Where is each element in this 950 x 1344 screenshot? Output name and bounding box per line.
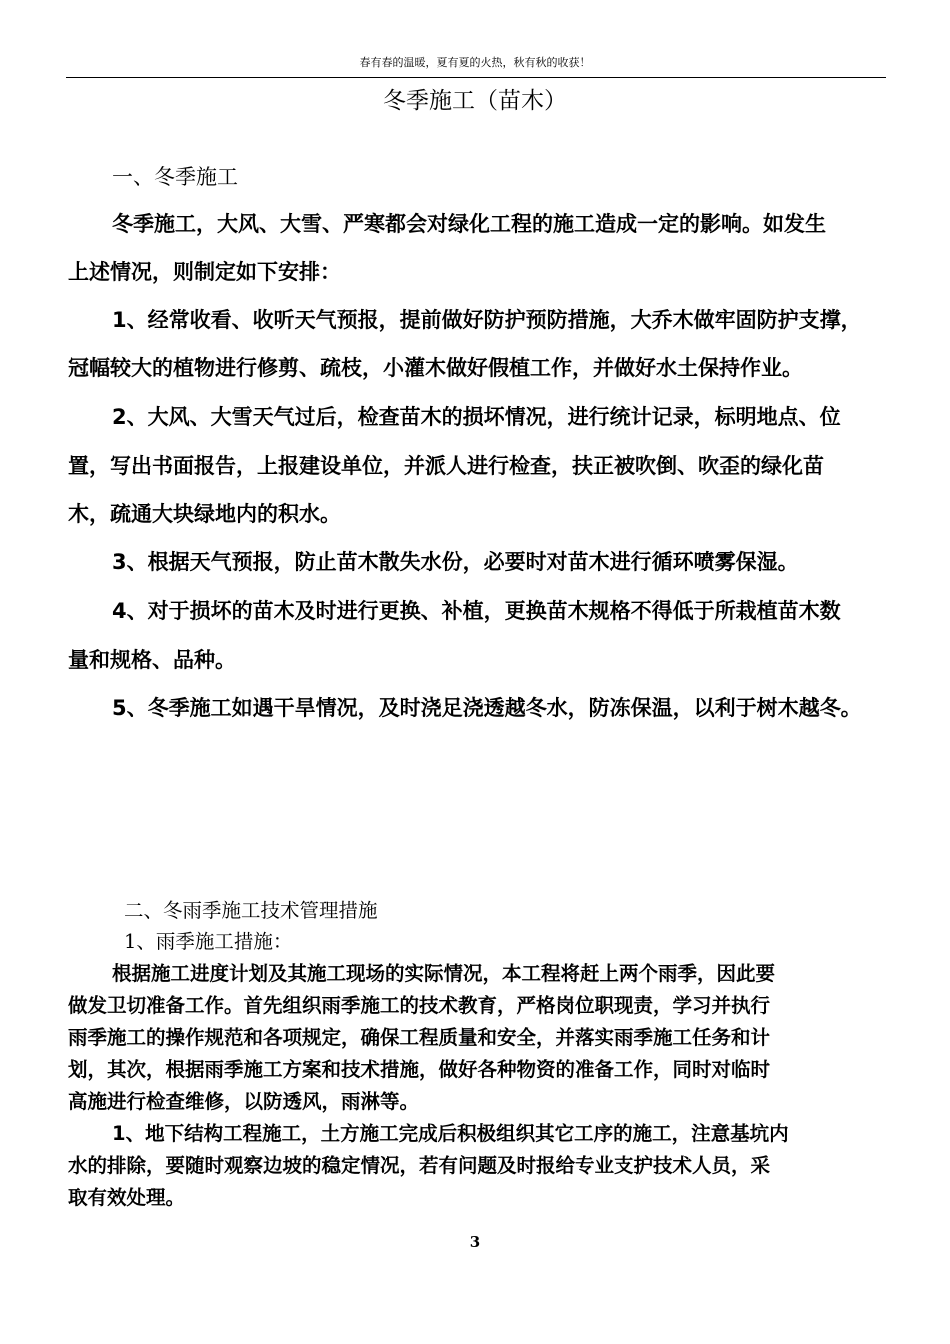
item-4-number: 4 bbox=[112, 599, 127, 623]
item-2-line-3: 木，疏通大块绿地内的积水。 bbox=[68, 501, 341, 526]
rain-para-line-5: 高施进行检查维修，以防透风，雨淋等。 bbox=[68, 1090, 420, 1113]
rain-item-1-text: 、地下结构工程施工，土方施工完成后积极组织其它工序的施工，注意基坑内 bbox=[125, 1122, 789, 1145]
rain-item-1-line-2: 水的排除，要随时观察边坡的稳定情况，若有问题及时报给专业支护技术人员，采 bbox=[68, 1154, 771, 1177]
item-2-number: 2 bbox=[112, 405, 127, 429]
page-header-slogan: 春有春的温暖，夏有夏的火热，秋有秋的收获！ bbox=[359, 56, 591, 69]
item-1-text: 、经常收看、收听天气预报，提前做好防护预防措施，大乔木做牢固防护支撑， bbox=[126, 307, 862, 332]
rain-para-line-3: 雨季施工的操作规范和各项规定，确保工程质量和安全，并落实雨季施工任务和计 bbox=[68, 1026, 771, 1049]
item-2-text: 、大风、大雪天气过后，检查苗木的损坏情况，进行统计记录，标明地点、位 bbox=[126, 404, 841, 429]
section-2-heading: 二、冬雨季施工技术管理措施 bbox=[124, 899, 378, 922]
page-number: 3 bbox=[469, 1233, 481, 1251]
header-divider bbox=[66, 77, 886, 78]
item-2-line-2: 置，写出书面报告，上报建设单位，并派人进行检查，扶正被吹倒、吹歪的绿化苗 bbox=[68, 453, 824, 478]
item-1-line-2: 冠幅较大的植物进行修剪、疏枝，小灌木做好假植工作，并做好水土保持作业。 bbox=[68, 355, 803, 380]
intro-line-1: 冬季施工，大风、大雪、严寒都会对绿化工程的施工造成一定的影响。如发生 bbox=[112, 211, 826, 236]
item-5-line-1 bbox=[112, 694, 862, 722]
section-2-subheading: 1、雨季施工措施： bbox=[124, 930, 293, 953]
rain-para-line-1: 根据施工进度计划及其施工现场的实际情况，本工程将赶上两个雨季，因此要 bbox=[112, 962, 776, 985]
item-3-number: 3 bbox=[112, 550, 127, 574]
document-title: 冬季施工（苗木） bbox=[383, 88, 567, 114]
item-5-number: 5 bbox=[112, 696, 127, 720]
section-1-heading: 一、冬季施工 bbox=[112, 165, 238, 189]
item-3-line-1 bbox=[112, 548, 799, 576]
item-1-number: 1 bbox=[112, 308, 127, 332]
rain-item-1-line-3: 取有效处理。 bbox=[68, 1186, 186, 1209]
item-2-line-1 bbox=[112, 403, 841, 431]
rain-item-1-line-1 bbox=[112, 1121, 789, 1147]
intro-line-2: 上述情况，则制定如下安排： bbox=[68, 259, 341, 284]
item-4-line-1 bbox=[112, 597, 841, 625]
item-1-line-1 bbox=[112, 306, 862, 334]
item-4-line-2: 量和规格、品种。 bbox=[68, 647, 236, 672]
rain-para-line-2: 做发卫切准备工作。首先组织雨季施工的技术教育，严格岗位职现责，学习并执行 bbox=[68, 994, 771, 1017]
item-4-text: 、对于损坏的苗木及时进行更换、补植，更换苗木规格不得低于所栽植苗木数 bbox=[126, 598, 841, 623]
rain-para-line-4: 划，其次，根据雨季施工方案和技术措施，做好各种物资的准备工作，同时对临时 bbox=[68, 1058, 771, 1081]
item-3-text: 、根据天气预报，防止苗木散失水份，必要时对苗木进行循环喷雾保湿。 bbox=[126, 549, 799, 574]
item-5-text: 、冬季施工如遇干旱情况，及时浇足浇透越冬水，防冻保温，以利于树木越冬。 bbox=[126, 695, 862, 720]
rain-item-1-number: 1 bbox=[112, 1122, 126, 1145]
